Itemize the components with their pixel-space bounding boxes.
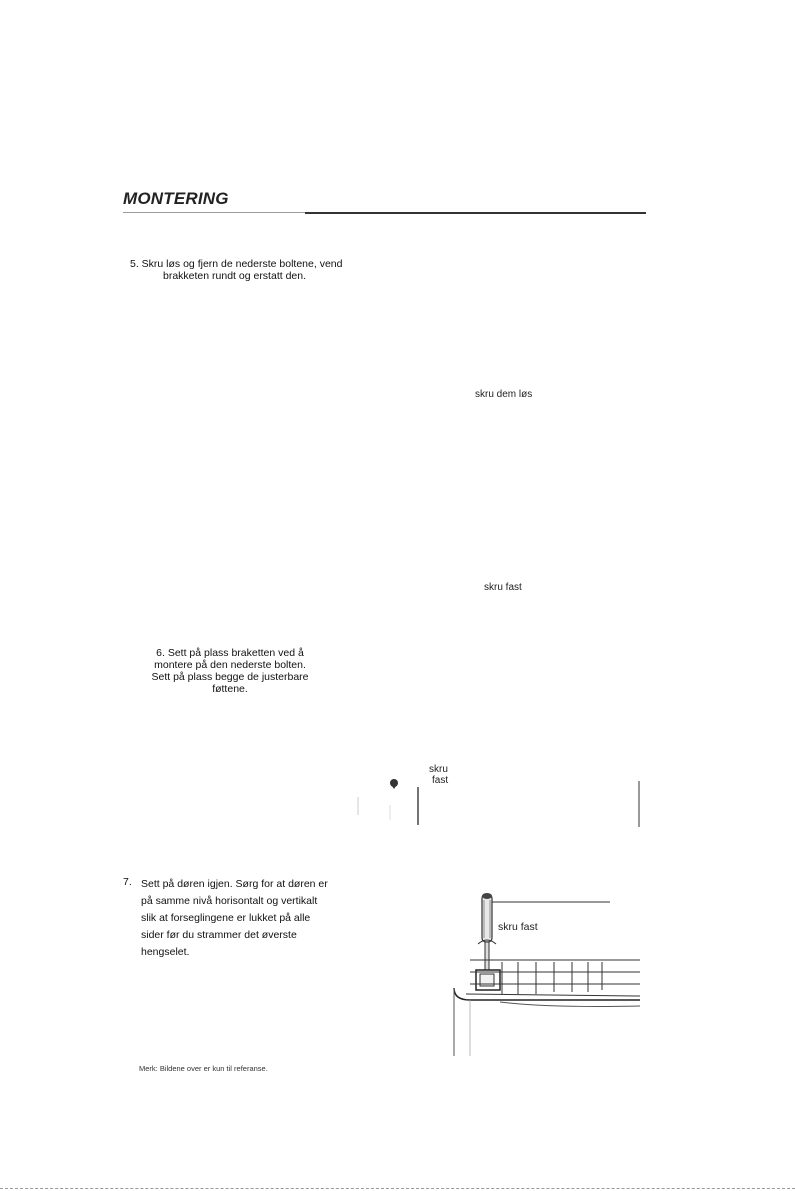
label-loosen: skru dem løs xyxy=(475,389,533,400)
step-7-line-1: Sett på døren igjen. Sørg for at døren er xyxy=(141,878,328,890)
label-tighten-2-line-1: skru xyxy=(429,764,448,775)
step-6-line-2: montere på den nederste bolten. xyxy=(154,659,306,671)
step-7-line-2: på samme nivå horisontalt og vertikalt xyxy=(141,895,318,907)
step-5-line-2: brakketen rundt og erstatt den. xyxy=(163,270,307,282)
step-7-line-5: hengselet. xyxy=(141,946,190,958)
step-6-instruction xyxy=(140,647,320,695)
step-7-line-3: slik at forseglingene er lukket på alle xyxy=(141,912,311,924)
step-6-line-4: føttene. xyxy=(212,683,248,695)
title-underline-thin xyxy=(123,212,308,213)
step-7-line-4: sider før du strammer det øverste xyxy=(141,929,297,941)
label-tighten-3: skru fast xyxy=(498,921,538,933)
label-tighten-1: skru fast xyxy=(484,582,522,593)
door-hinge-illustration xyxy=(440,888,640,1058)
page-title: MONTERING xyxy=(123,189,229,208)
step-5-instruction xyxy=(130,258,370,282)
screwdriver-handle xyxy=(482,894,492,942)
hinge-illustration xyxy=(350,775,650,855)
page-bottom-dashed-line xyxy=(0,1188,795,1189)
step-6-line-3: Sett på plass begge de justerbare xyxy=(151,671,309,683)
step-7-number: 7. xyxy=(123,876,132,888)
title-underline-thick xyxy=(305,212,646,214)
step-6-line-1: 6. Sett på plass braketten ved å xyxy=(156,647,304,659)
label-tighten-2-line-2: fast xyxy=(432,775,449,786)
reference-note: Merk: Bildene over er kun til referanse. xyxy=(139,1064,268,1073)
step-5-line-1: 5. Skru løs og fjern de nederste boltene, vend xyxy=(130,258,343,270)
